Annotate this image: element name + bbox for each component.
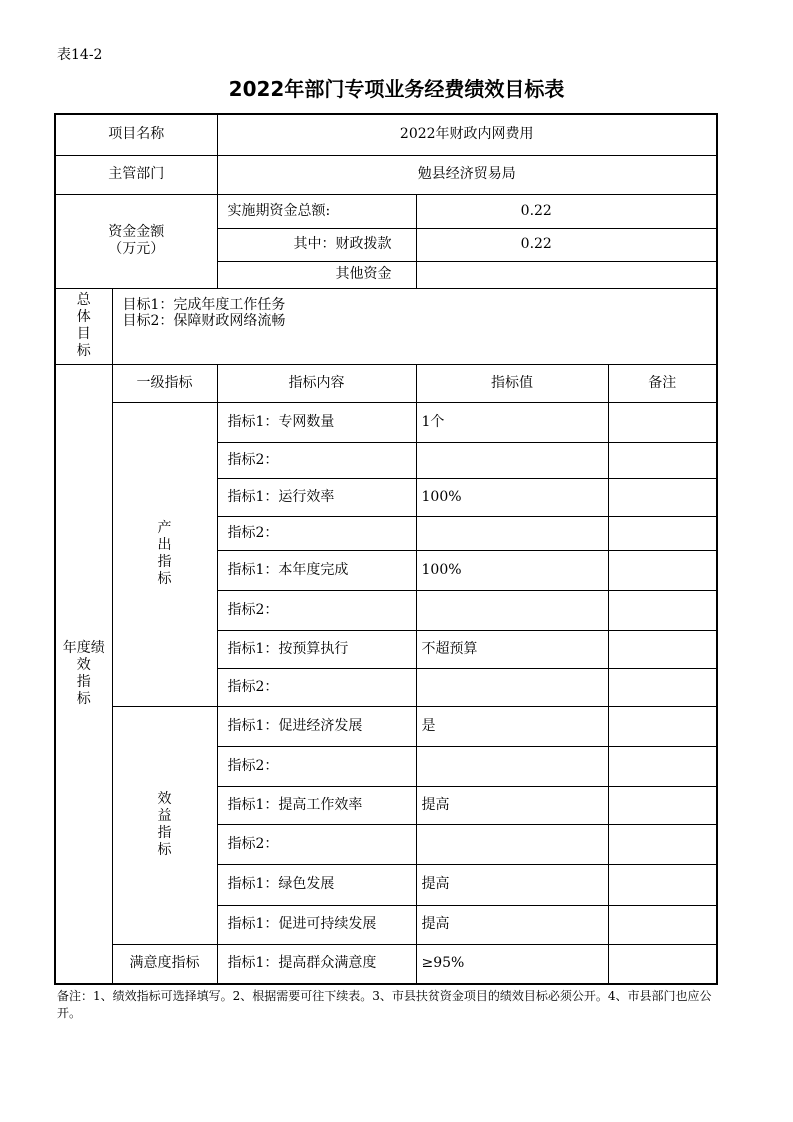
goal-2: 目标2：保障财政网络流畅 (122, 313, 286, 330)
indicator-remark (608, 630, 717, 668)
indicator-remark (608, 944, 717, 984)
table-row (55, 402, 717, 442)
header-remark: 备注 (608, 364, 717, 402)
indicator-remark (608, 786, 717, 824)
indicator-value (416, 668, 608, 706)
goal-1: 目标1：完成年度工作任务 (122, 296, 286, 313)
indicator-remark (608, 590, 717, 630)
funds-label-line1: 资金金额 (108, 224, 165, 241)
funds-total-row (55, 194, 717, 228)
indicator-value (416, 516, 608, 550)
indicator-value: 100% (416, 550, 608, 590)
header-content: 指标内容 (217, 364, 416, 402)
output-label-char: 产 (157, 520, 172, 537)
satisfaction-row (55, 944, 717, 984)
indicator-remark (608, 402, 717, 442)
output-label-char: 出 (157, 537, 172, 554)
benefit-indicators-label (112, 706, 217, 944)
output-label-char: 标 (157, 570, 172, 587)
indicator-remark (608, 706, 717, 746)
indicator-content: 指标2： (217, 590, 416, 630)
annual-label-char: 标 (76, 690, 91, 707)
indicator-value: 1个 (416, 402, 608, 442)
overall-label-char: 目 (76, 326, 91, 342)
indicator-content: 指标1：促进经济发展 (217, 706, 416, 746)
indicator-remark (608, 550, 717, 590)
benefit-label-char: 标 (157, 841, 172, 858)
funds-other-value (416, 261, 717, 288)
header-level1: 一级指标 (112, 364, 217, 402)
indicator-value: 提高 (416, 905, 608, 944)
indicator-content: 指标1：提高群众满意度 (217, 944, 416, 984)
department-label: 主管部门 (55, 155, 217, 194)
indicator-content: 指标2： (217, 516, 416, 550)
indicator-content: 指标1：提高工作效率 (217, 786, 416, 824)
indicator-content: 指标1：本年度完成 (217, 550, 416, 590)
funds-other-label: 其他资金 (217, 261, 416, 288)
indicator-remark (608, 746, 717, 786)
project-label: 项目名称 (55, 114, 217, 155)
overall-goals-content (112, 288, 717, 364)
indicator-remark (608, 668, 717, 706)
overall-goals-row (55, 288, 717, 364)
project-value: 2022年财政内网费用 (217, 114, 717, 155)
indicator-header-row (55, 364, 717, 402)
indicator-content: 指标2： (217, 442, 416, 478)
benefit-label-char: 效 (157, 791, 172, 808)
indicator-value: 提高 (416, 786, 608, 824)
annual-label-char: 效 (76, 656, 91, 673)
indicator-value: 不超预算 (416, 630, 608, 668)
indicator-value (416, 442, 608, 478)
satisfaction-indicators-label: 满意度指标 (112, 944, 217, 984)
funds-fiscal-value: 0.22 (416, 228, 717, 261)
indicator-content: 指标2： (217, 668, 416, 706)
funds-label (55, 194, 217, 288)
funds-fiscal-label: 其中：财政拨款 (217, 228, 416, 261)
funds-total-value: 0.22 (416, 194, 717, 228)
annual-label-char: 指 (76, 673, 91, 690)
indicator-content: 指标2： (217, 746, 416, 786)
indicator-content: 指标1：运行效率 (217, 478, 416, 516)
indicator-value (416, 590, 608, 630)
indicator-value: 100% (416, 478, 608, 516)
table-row (55, 706, 717, 746)
performance-target-table (54, 113, 718, 985)
footnote: 备注：1、绩效指标可选择填写。2、根据需要可往下续表。3、市县扶贫资金项目的绩效目标必须公开。4、市县部门也应公开。 (57, 989, 712, 1021)
indicator-value: 是 (416, 706, 608, 746)
indicator-remark (608, 442, 717, 478)
indicator-content: 指标1：按预算执行 (217, 630, 416, 668)
department-value: 勉县经济贸易局 (217, 155, 717, 194)
indicator-content: 指标1：促进可持续发展 (217, 905, 416, 944)
annual-label-char: 年度绩 (62, 640, 105, 657)
indicator-remark (608, 478, 717, 516)
indicator-value (416, 824, 608, 864)
funds-label-line2: （万元） (108, 241, 165, 257)
indicator-remark (608, 864, 717, 905)
overall-label-char: 标 (76, 342, 91, 359)
table-number: 表14-2 (57, 47, 103, 63)
benefit-label-char: 益 (157, 808, 172, 825)
indicator-value: 提高 (416, 864, 608, 905)
indicator-remark (608, 905, 717, 944)
indicator-content: 指标1：专网数量 (217, 402, 416, 442)
indicator-content: 指标1：绿色发展 (217, 864, 416, 905)
department-row (55, 155, 717, 194)
annual-indicators-label (55, 364, 112, 984)
project-row (55, 114, 717, 155)
page-title: 2022年部门专项业务经费绩效目标表 (228, 77, 565, 101)
indicator-value (416, 746, 608, 786)
overall-label-char: 体 (76, 309, 91, 326)
header-value: 指标值 (416, 364, 608, 402)
benefit-label-char: 指 (157, 825, 172, 841)
overall-label-char: 总 (76, 292, 91, 309)
indicator-remark (608, 516, 717, 550)
indicator-remark (608, 824, 717, 864)
output-indicators-label (112, 402, 217, 706)
overall-goals-label (55, 288, 112, 364)
indicator-content: 指标2： (217, 824, 416, 864)
funds-total-label: 实施期资金总额: (217, 194, 416, 228)
output-label-char: 指 (157, 554, 172, 570)
indicator-value: ≥95% (416, 944, 608, 984)
